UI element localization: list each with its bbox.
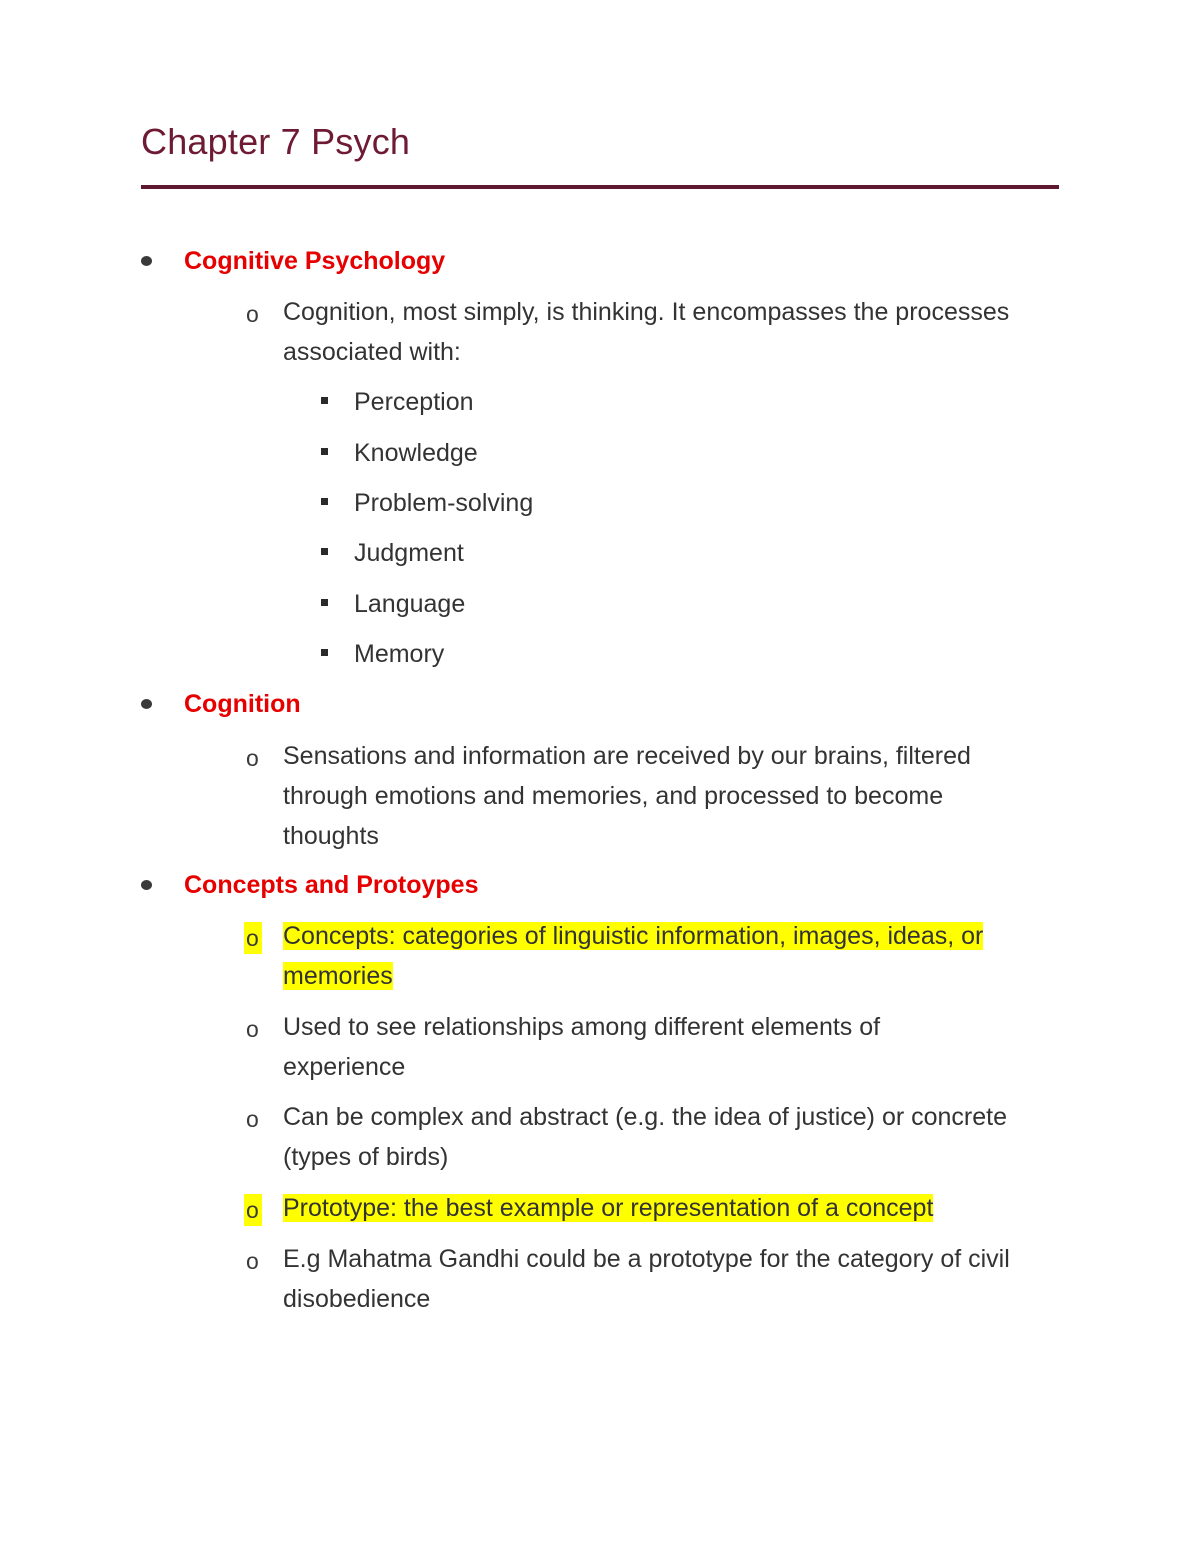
list-item: Perception [354,388,474,416]
sub-bullet-marker: o [246,1248,259,1274]
list-item: Memory [354,640,445,668]
sub-bullet-marker: o [244,922,262,954]
title-divider [141,185,1059,189]
list-item: Judgment [354,539,464,567]
square-bullet-icon [321,649,328,656]
section-heading: Cognition [184,690,301,718]
highlighted-text: Prototype: the best example or representation of a concept [283,1194,934,1222]
bullet-dot-icon [141,699,152,709]
bullet-dot-icon [141,256,152,266]
square-bullet-icon [321,548,328,555]
square-bullet-icon [321,599,328,606]
bullet-text: Used to see relationships among different elements of experience [283,1013,881,1081]
list-item: Problem-solving [354,489,534,517]
bullet-text: Sensations and information are received by our brains, filtered through emotions and memories, and processed to become thoughts [283,742,971,850]
bullet-text: Can be complex and abstract (e.g. the idea of justice) or concrete (types of birds) [283,1103,1007,1171]
sub-bullet-marker: o [246,1106,259,1132]
bullet-text: E.g Mahatma Gandhi could be a prototype for the category of civil disobedience [283,1245,1010,1313]
sub-bullet-marker: o [244,1194,262,1226]
square-bullet-icon [321,498,328,505]
square-bullet-icon [321,448,328,455]
section-heading: Cognitive Psychology [184,247,446,275]
sub-bullet-marker: o [246,1016,259,1042]
sub-bullet-marker: o [246,301,259,327]
square-bullet-icon [321,397,328,404]
bullet-text [283,1188,1073,1228]
bullet-text: Cognition, most simply, is thinking. It encompasses the processes associated with: [283,298,1010,366]
highlighted-text: Concepts: categories of linguistic information, images, ideas, or memories [283,922,984,990]
bullet-text [283,916,1053,996]
list-item: Language [354,590,466,618]
list-item: Knowledge [354,439,478,467]
section-heading: Concepts and Protoypes [184,871,479,899]
page-title: Chapter 7 Psych [141,121,411,162]
bullet-dot-icon [141,880,152,890]
sub-bullet-marker: o [246,745,259,771]
